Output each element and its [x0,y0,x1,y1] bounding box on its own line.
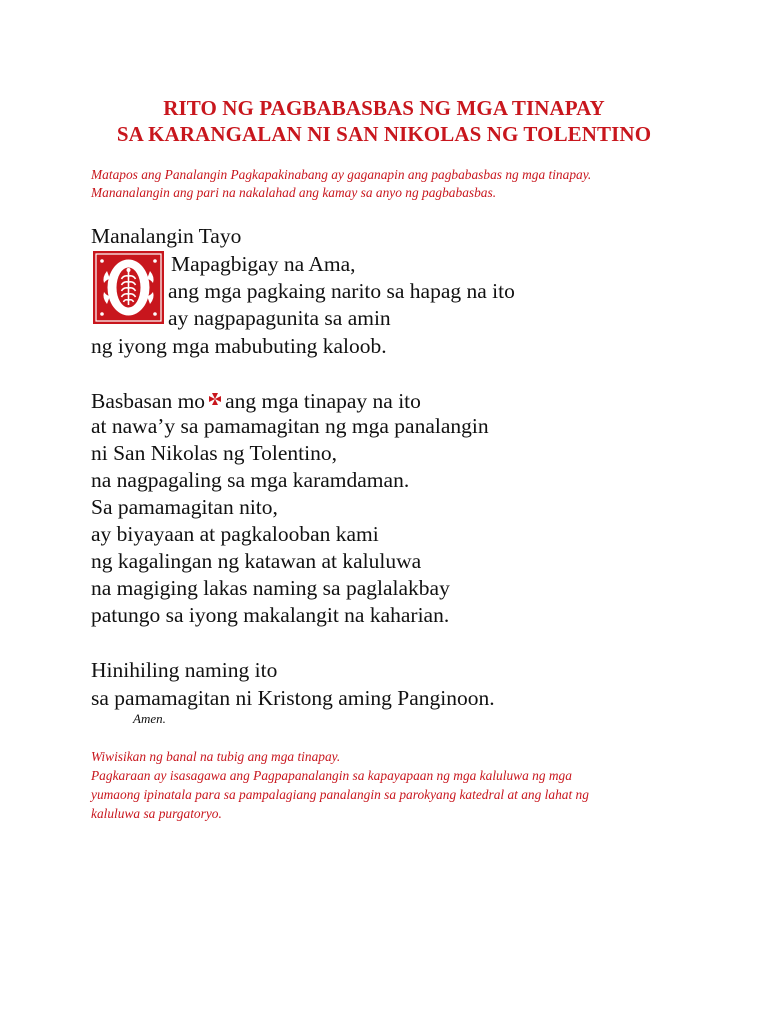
closing-line-2: sa pamamagitan ni Kristong aming Panginoon. [91,686,495,710]
stanza2-line-6: ng kagalingan ng katawan at kaluluwa [91,549,422,573]
stanza2-line-2: ni San Nikolas ng Tolentino, [91,441,337,465]
final-rubric-line-4: kaluluwa sa purgatoryo. [91,806,222,821]
blessing-after-cross: ang mga tinapay na ito [225,389,421,413]
dropcap-line-2: ang mga pagkaing narito sa hapag na ito [168,279,515,303]
prayer-line-after-dropcap: ng iyong mga mabubuting kaloob. [91,334,387,358]
intro-rubric-line-1: Matapos ang Panalangin Pagkapakinabang ay gaganapin ang pagbabasbas ng mga tinapay. [91,167,592,182]
stanza2-line-5: ay biyayaan at pagkalooban kami [91,522,379,546]
amen-response: Amen. [133,711,166,726]
title-line-1: RITO NG PAGBABASBAS NG MGA TINAPAY [163,96,605,120]
ornamental-letter-o-icon [93,251,164,324]
final-rubric-line-3: yumaong ipinatala para sa pampalagiang panalangin sa parokyang katedral at ang lahat ng [91,787,589,802]
blessing-line [91,385,421,415]
stanza2-line-8: patungo sa iyong makalangit na kaharian. [91,603,450,627]
dropcap-line-1: Mapagbigay na Ama, [171,252,356,276]
final-rubric-line-1: Wiwisikan ng banal na tubig ang mga tinapay. [91,749,341,764]
cross-pattee-icon [208,385,222,399]
blessing-before-cross: Basbasan mo [91,389,206,413]
stanza2-line-3: na nagpagaling sa mga karamdaman. [91,468,410,492]
title-line-2: SA KARANGALAN NI SAN NIKOLAS NG TOLENTINO [116,122,652,146]
dropcap-line-3: ay nagpapagunita sa amin [168,306,391,330]
stanza2-line-4: Sa pamamagitan nito, [91,495,278,519]
prayer-heading: Manalangin Tayo [91,224,242,248]
final-rubric-line-2: Pagkaraan ay isasagawa ang Pagpapanalangin sa kapayapaan ng mga kaluluwa ng mga [91,768,572,783]
stanza2-line-1: at nawa’y sa pamamagitan ng mga panalangin [91,414,489,438]
stanza2-line-7: na magiging lakas naming sa paglalakbay [91,576,450,600]
intro-rubric-line-2: Mananalangin ang pari na nakalahad ang kamay sa anyo ng pagbabasbas. [91,185,497,200]
closing-line-1: Hinihiling naming ito [91,658,278,682]
